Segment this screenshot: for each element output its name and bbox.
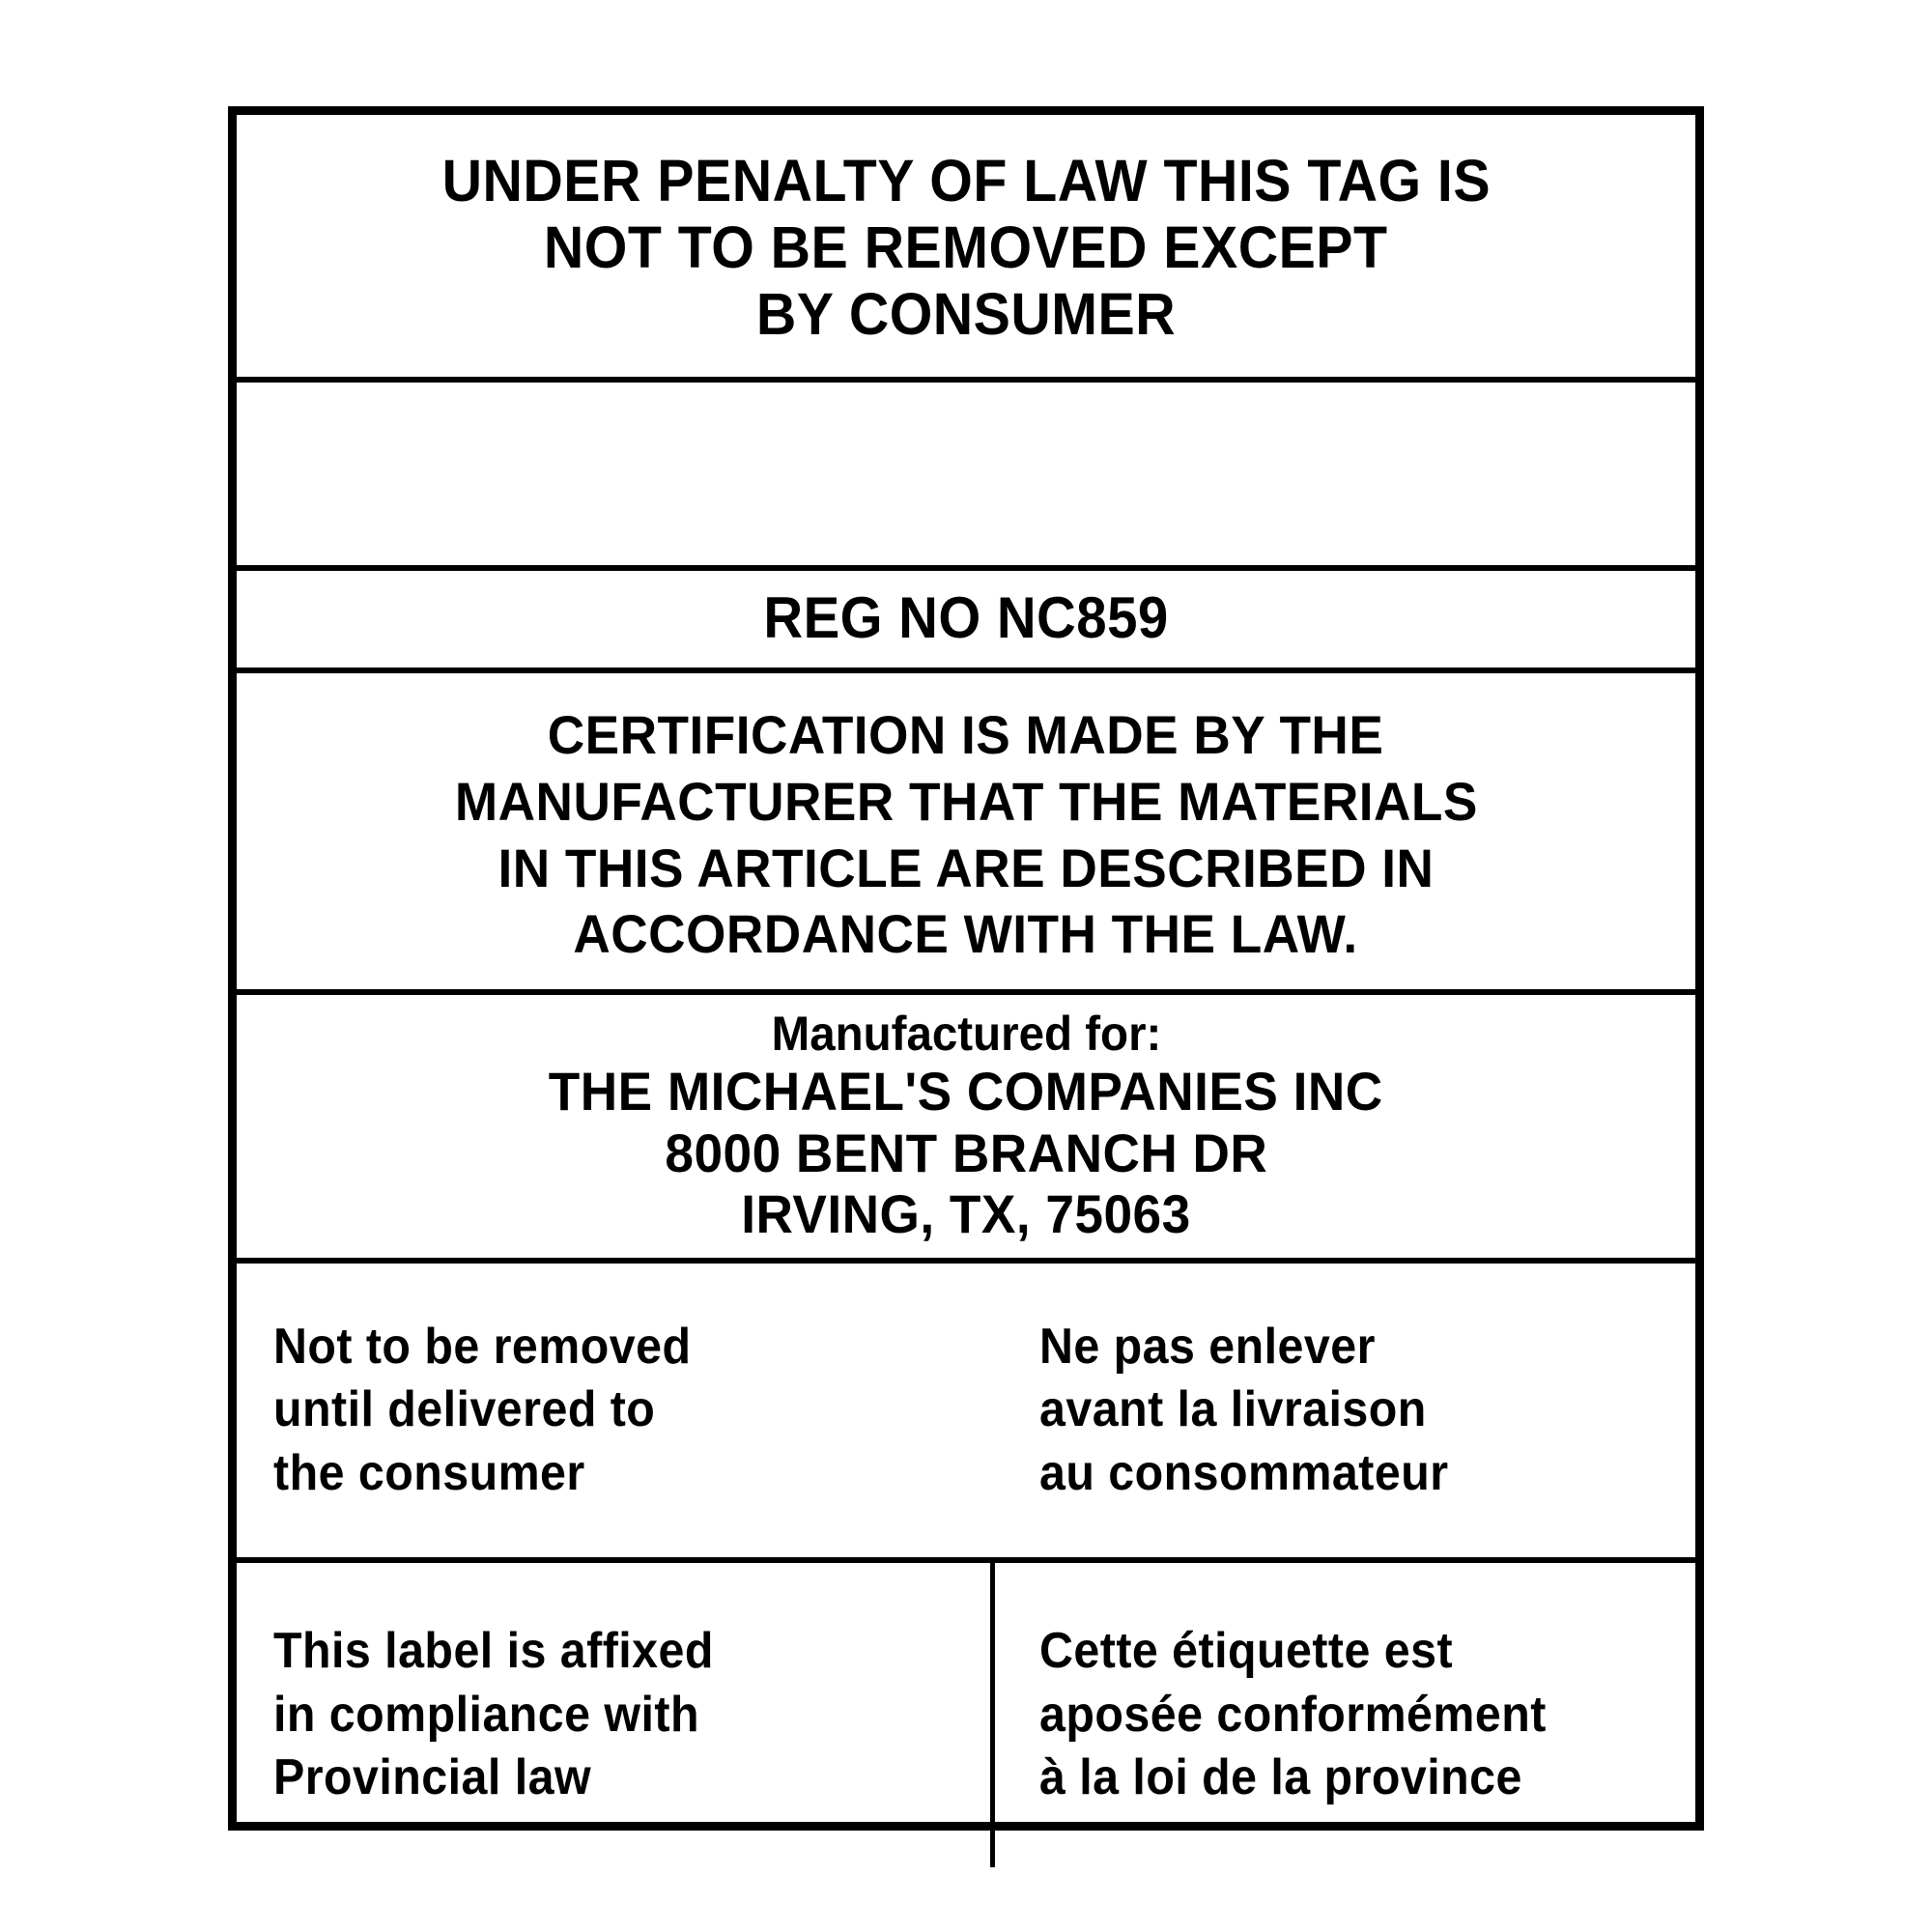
provincial-compliance-english xyxy=(237,1563,995,1867)
manufacturer-street: 8000 BENT BRANCH DR xyxy=(665,1122,1267,1183)
registration-number-section xyxy=(237,571,1695,673)
provincial-en-line-2: in compliance with xyxy=(273,1686,699,1743)
penalty-notice-line-2: NOT TO BE REMOVED EXCEPT xyxy=(544,213,1388,280)
law-tag-label xyxy=(228,106,1704,1831)
not-removed-section xyxy=(237,1264,1695,1563)
provincial-fr-line-2: aposée conformément xyxy=(1039,1686,1547,1743)
not-removed-fr-line-2: avant la livraison xyxy=(1039,1381,1427,1438)
blank-write-in-section xyxy=(237,383,1695,571)
provincial-en-line-3: Provincial law xyxy=(273,1749,592,1806)
certification-line-2: MANUFACTURER THAT THE MATERIALS xyxy=(454,770,1478,832)
certification-line-4: ACCORDANCE WITH THE LAW. xyxy=(573,903,1359,965)
penalty-notice-line-3: BY CONSUMER xyxy=(755,280,1177,347)
not-removed-english xyxy=(237,1264,995,1557)
certification-line-3: IN THIS ARTICLE ARE DESCRIBED IN xyxy=(497,837,1435,898)
certification-statement-section xyxy=(237,673,1695,996)
not-removed-fr-line-1: Ne pas enlever xyxy=(1039,1318,1377,1375)
manufacturer-city-state-zip: IRVING, TX, 75063 xyxy=(741,1182,1191,1244)
penalty-notice-section xyxy=(237,115,1695,383)
not-removed-fr-line-3: au consommateur xyxy=(1039,1444,1449,1501)
not-removed-en-line-3: the consumer xyxy=(273,1444,585,1501)
manufacturer-section xyxy=(237,995,1695,1264)
provincial-fr-line-3: à la loi de la province xyxy=(1039,1749,1523,1806)
provincial-compliance-french xyxy=(995,1563,1695,1867)
certification-line-1: CERTIFICATION IS MADE BY THE xyxy=(548,703,1384,765)
provincial-fr-line-1: Cette étiquette est xyxy=(1039,1623,1454,1680)
not-removed-en-line-2: until delivered to xyxy=(273,1381,656,1438)
registration-number: REG NO NC859 xyxy=(763,584,1169,650)
not-removed-en-line-1: Not to be removed xyxy=(273,1318,692,1375)
not-removed-french xyxy=(995,1264,1695,1557)
penalty-notice-line-1: UNDER PENALTY OF LAW THIS TAG IS xyxy=(441,148,1491,213)
manufactured-for-label: Manufactured for: xyxy=(771,1007,1161,1062)
provincial-compliance-section xyxy=(237,1563,1695,1867)
provincial-en-line-1: This label is affixed xyxy=(273,1623,714,1680)
manufacturer-name: THE MICHAEL'S COMPANIES INC xyxy=(549,1061,1383,1122)
